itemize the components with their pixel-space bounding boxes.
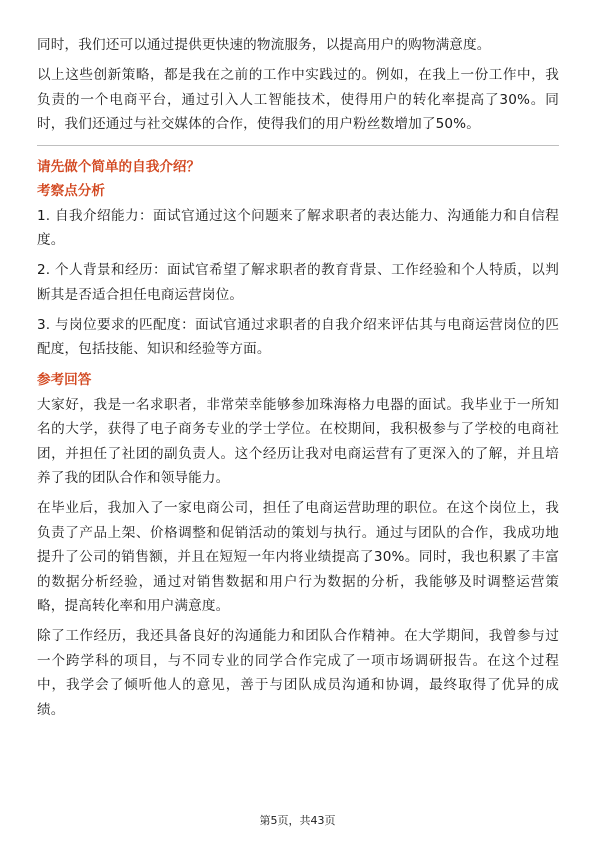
section-divider <box>37 145 559 146</box>
analysis-point: 2. 个人背景和经历：面试官希望了解求职者的教育背景、工作经验和个人特质，以判断其是否适合担任电商运营岗位。 <box>37 262 559 303</box>
answer-heading: 参考回答 <box>37 371 92 388</box>
page-content <box>37 33 559 728</box>
page-footer: 第5页，共43页 <box>259 814 336 827</box>
answer-paragraph: 在毕业后，我加入了一家电商公司，担任了电商运营助理的职位。在这个岗位上，我负责了产品上架、价格调整和促销活动的策划与执行。通过与团队的合作，我成功地提升了公司的销售额，并且在短短一年内将业绩提高了30%。同时，我也积累了丰富的数据分析经验，通过对销售数据和用户行为数据的分析，我能够及时调整运营策略，提高转化率和用户满意度。 <box>37 500 559 614</box>
answer-paragraph: 除了工作经历，我还具备良好的沟通能力和团队合作精神。在大学期间，我曾参与过一个跨学科的项目，与不同专业的同学合作完成了一项市场调研报告。在这个过程中，我学会了倾听他人的意见，善于与团队成员沟通和协调，最终取得了优异的成绩。 <box>37 628 559 718</box>
analysis-point: 1. 自我介绍能力：面试官通过这个问题来了解求职者的表达能力、沟通能力和自信程度。 <box>37 207 559 248</box>
analysis-point: 3. 与岗位要求的匹配度：面试官通过求职者的自我介绍来评估其与电商运营岗位的匹配度，包括技能、知识和经验等方面。 <box>37 316 559 357</box>
answer-paragraph: 大家好，我是一名求职者，非常荣幸能够参加珠海格力电器的面试。我毕业于一所知名的大学，获得了电子商务专业的学士学位。在校期间，我积极参与了学校的电商社团，并担任了社团的副负责人。这个经历让我对电商运营有了更深入的了解，并且培养了我的团队合作和领导能力。 <box>37 396 559 486</box>
intro-paragraph: 以上这些创新策略，都是我在之前的工作中实践过的。例如，在我上一份工作中，我负责的一个电商平台，通过引入人工智能技术，使得用户的转化率提高了30%。同时，我们还通过与社交媒体的合作，使得我们的用户粉丝数增加了50%。 <box>37 67 559 132</box>
intro-paragraph: 同时，我们还可以通过提供更快速的物流服务，以提高用户的购物满意度。 <box>37 37 491 53</box>
question-heading: 请先做个简单的自我介绍？ <box>37 158 201 175</box>
analysis-heading: 考察点分析 <box>37 182 105 199</box>
